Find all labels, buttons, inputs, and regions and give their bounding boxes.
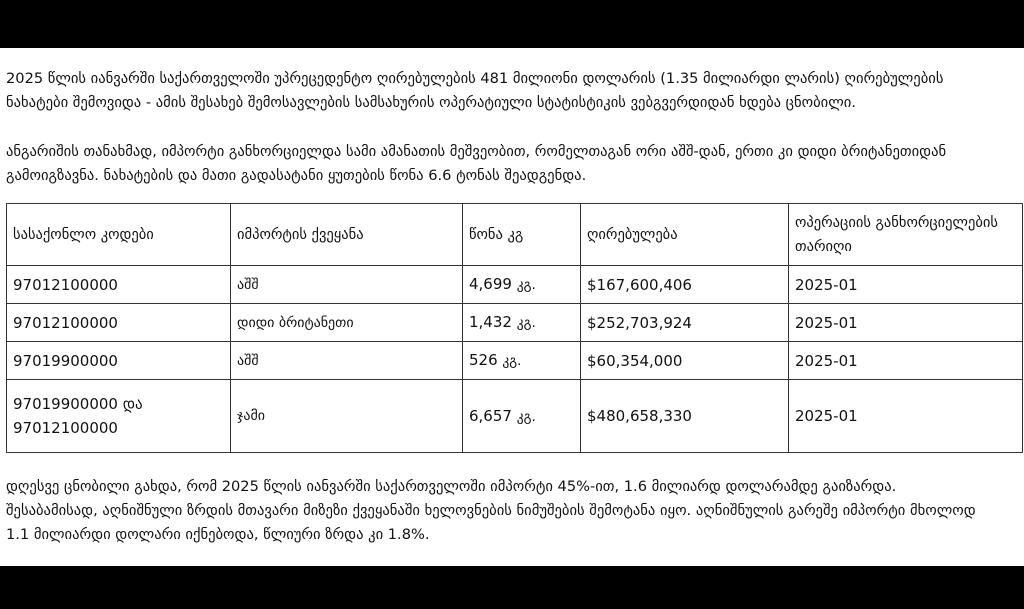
table-header-row: [7, 204, 1023, 266]
cell-date: 2025-01: [789, 266, 1023, 304]
code-line1: 97019900000 და: [13, 395, 143, 413]
cell-weight: [463, 342, 581, 380]
header-weight: წონა კგ: [463, 204, 581, 266]
cell-date: 2025-01: [789, 342, 1023, 380]
conclusion-line: შესაბამისად, აღნიშნული ზრდის მთავარი მიზეზი ქვეყანაში ხელოვნების ნიმუშების შემოტანა იყო. აღნიშნულის გარეშე იმპორტი მხოლოდ: [6, 502, 976, 519]
header-code: სასაქონლო კოდები: [7, 204, 231, 266]
cell-country: აშშ: [231, 342, 463, 380]
cell-weight: [463, 304, 581, 342]
cell-code: 97012100000: [7, 266, 231, 304]
cell-value: $60,354,000: [581, 342, 789, 380]
import-table: [6, 203, 1023, 453]
intro-line: 2025 წლის იანვარში საქართველოში უპრეცედენტო ღირებულების 481 მილიონი დოლარის (1.35 მილიარდი ლარის) ღირებულების: [6, 70, 944, 87]
cell-country: დიდი ბრიტანეთი: [231, 304, 463, 342]
table-row: [7, 304, 1023, 342]
code-line2: 97012100000: [13, 419, 118, 437]
conclusion-line: დღესვე ცნობილი გახდა, რომ 2025 წლის იანვარში საქართველოში იმპორტი 45%-ით, 1.6 მილიარდ დოლარამდე გაიზარდა.: [6, 478, 897, 495]
header-date-line1: ოპერაციის განხორციელების: [795, 214, 998, 231]
cell-value: $480,658,330: [581, 380, 789, 453]
weight-value: 4,699: [469, 275, 512, 293]
intro-paragraph: [6, 67, 1020, 115]
cell-code: 97012100000: [7, 304, 231, 342]
bottom-black-bar: [0, 566, 1024, 609]
header-value: ღირებულება: [581, 204, 789, 266]
header-date: [789, 204, 1023, 266]
header-country: იმპორტის ქვეყანა: [231, 204, 463, 266]
cell-weight: [463, 266, 581, 304]
weight-value: 1,432: [469, 313, 512, 331]
table-row: [7, 342, 1023, 380]
weight-value: 6,657: [469, 406, 512, 425]
cell-date: 2025-01: [789, 304, 1023, 342]
weight-unit: კგ.: [516, 315, 536, 331]
weight-unit: კგ.: [516, 408, 536, 425]
header-date-line2: თარიღი: [795, 238, 852, 255]
weight-unit: კგ.: [502, 353, 522, 369]
article-page: [0, 48, 1024, 566]
cell-code: [7, 380, 231, 453]
table-row-total: [7, 380, 1023, 453]
intro-line: ნახატები შემოვიდა - ამის შესახებ შემოსავლების სამსახურის ოპერატიული სტატისტიკის ვებგვერდიდან ხდება ცნობილი.: [6, 94, 856, 111]
conclusion-line: 1.1 მილიარდი დოლარი იქნებოდა, წლიური ზრდა კი 1.8%.: [6, 526, 430, 543]
details-line: გამოიგზავნა. ნახატების და მათი გადასატანი ყუთების წონა 6.6 ტონას შეადგენდა.: [6, 167, 587, 184]
table-row: [7, 266, 1023, 304]
cell-weight: [463, 380, 581, 453]
cell-code: 97019900000: [7, 342, 231, 380]
conclusion-paragraph: [6, 475, 1020, 547]
cell-country: ჯამი: [231, 380, 463, 453]
details-paragraph: [6, 140, 1020, 188]
top-black-bar: [0, 0, 1024, 48]
cell-country: აშშ: [231, 266, 463, 304]
details-line: ანგარიშის თანახმად, იმპორტი განხორციელდა სამი ამანათის მეშვეობით, რომელთაგან ორი აშშ-დან, ერთი კი დიდი ბრიტანეთიდან: [6, 143, 947, 160]
weight-unit: კგ.: [516, 277, 536, 293]
weight-value: 526: [469, 351, 498, 369]
cell-value: $252,703,924: [581, 304, 789, 342]
cell-date: 2025-01: [789, 380, 1023, 453]
cell-value: $167,600,406: [581, 266, 789, 304]
